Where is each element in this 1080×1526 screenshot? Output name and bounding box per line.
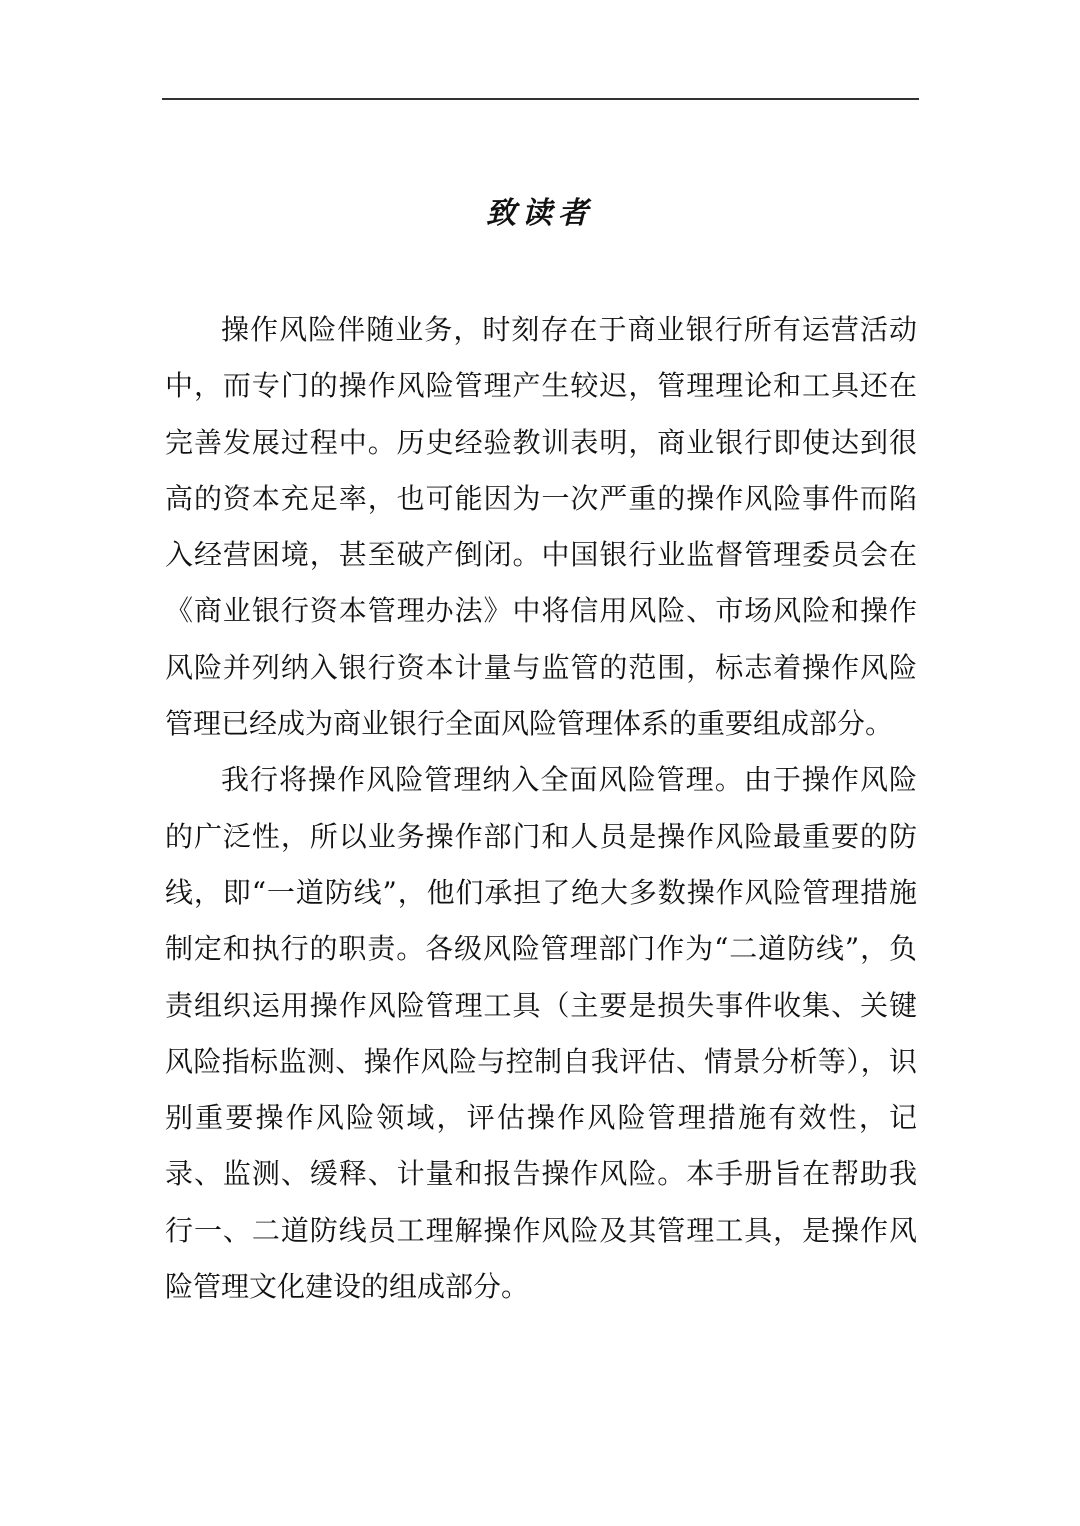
paragraph-2: 我行将操作风险管理纳入全面风险管理。由于操作风险的广泛性，所以业务操作部门和人员是操作风险最重要的防线，即“一道防线”，他们承担了绝大多数操作风险管理措施制定和执行的职责。各级风险管理部门作为“二道防线”，负责组织运用操作风险管理工具（主要是损失事件收集、关键风险指标监测、操作风险与控制自我评估、情景分析等），识别重要操作风险领域，评估操作风险管理措施有效性，记录、监测、缓释、计量和报告操作风险。本手册旨在帮助我行一、二道防线员工理解操作风险及其管理工具，是操作风险管理文化建设的组成部分。 xyxy=(165,763,917,1304)
body-text xyxy=(165,302,917,1315)
header-rule xyxy=(162,98,919,100)
paragraph-1: 操作风险伴随业务，时刻存在于商业银行所有运营活动中，而专门的操作风险管理产生较迟，管理理论和工具还在完善发展过程中。历史经验教训表明，商业银行即使达到很高的资本充足率，也可能因为一次严重的操作风险事件而陷入经营困境，甚至破产倒闭。中国银行业监督管理委员会在《商业银行资本管理办法》中将信用风险、市场风险和操作风险并列纳入银行资本计量与监管的范围，标志着操作风险管理已经成为商业银行全面风险管理体系的重要组成部分。 xyxy=(165,313,917,741)
page-title: 致读者 xyxy=(486,196,594,231)
